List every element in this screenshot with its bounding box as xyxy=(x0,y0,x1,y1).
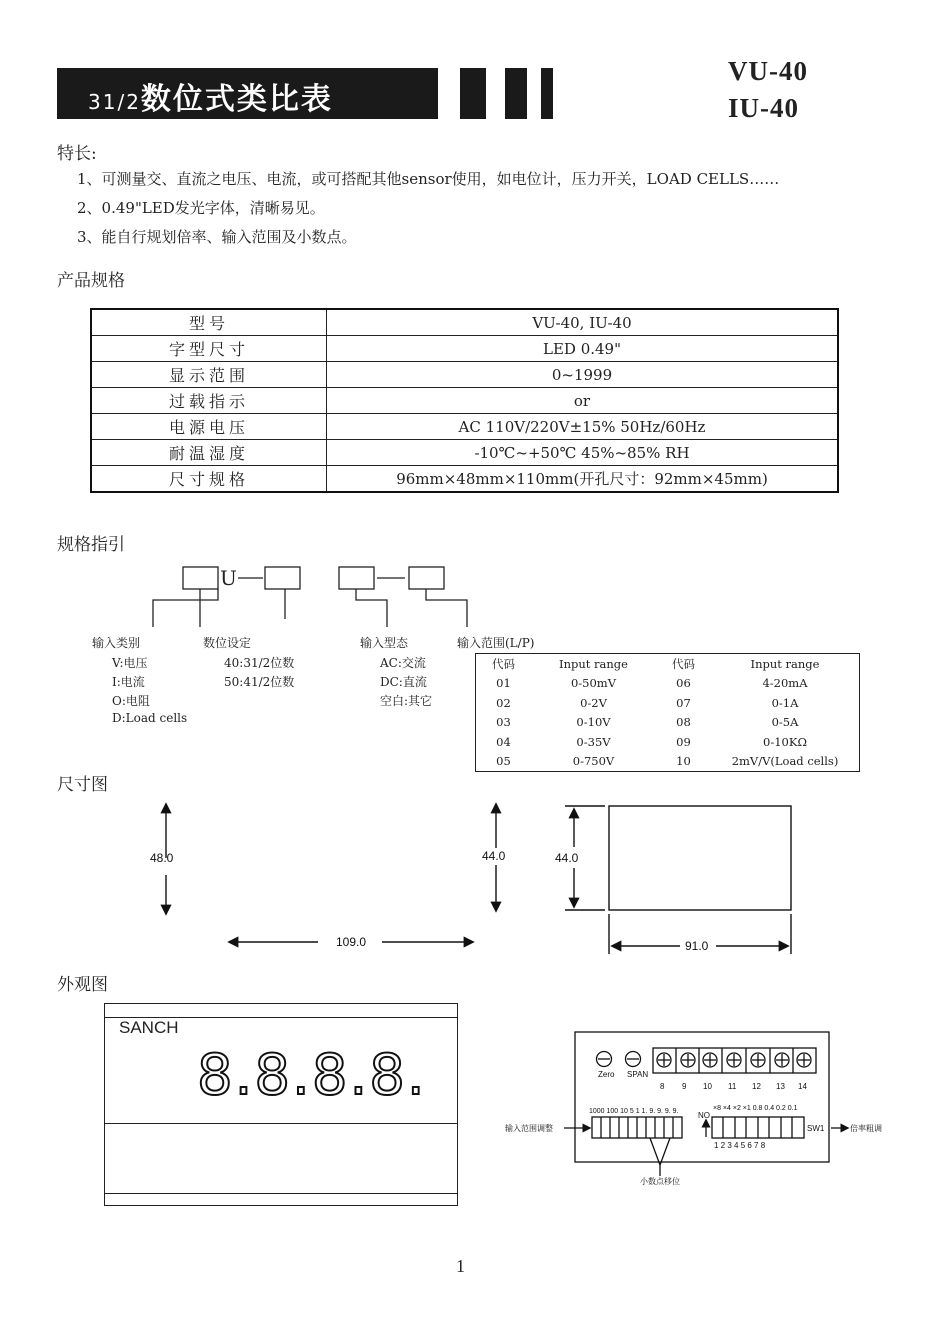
input-range-table xyxy=(475,653,860,772)
model-name-2: IU-40 xyxy=(728,93,799,123)
spec-value: -10℃~+50℃ 45%~85% RH xyxy=(327,440,839,466)
table-row xyxy=(476,752,860,772)
dim-height-rear: 44.0 xyxy=(555,851,579,865)
spec-value: AC 110V/220V±15% 50Hz/60Hz xyxy=(327,414,839,440)
input-form-item: DC:直流 xyxy=(380,675,427,689)
input-type-title: 输入类别 xyxy=(92,636,141,650)
appearance-heading: 外观图 xyxy=(57,975,108,995)
code-letter: U xyxy=(220,566,237,590)
input-form-item: 空白:其它 xyxy=(380,694,433,708)
spec-key: 型号 xyxy=(91,309,327,336)
feature-item: 1、可测量交、直流之电压、电流，或可搭配其他sensor使用，如电位计，压力开关，LOAD CELLS…… xyxy=(77,170,780,188)
span-label: SPAN xyxy=(627,1070,649,1079)
table-cell: 02 xyxy=(496,695,511,710)
table-row xyxy=(476,693,860,713)
zero-label: Zero xyxy=(598,1070,615,1079)
spec-key: 尺寸规格 xyxy=(91,466,327,493)
front-panel-divider xyxy=(104,1193,458,1194)
range-adjust-label: 输入范围调整 xyxy=(505,1124,553,1133)
table-row xyxy=(91,336,838,362)
table-cell: 04 xyxy=(496,734,511,749)
table-cell: 06 xyxy=(676,676,691,691)
input-form-title: 输入型态 xyxy=(360,636,409,650)
table-row xyxy=(91,414,838,440)
table-cell: 0-10KΩ xyxy=(763,734,807,749)
terminal-number: 13 xyxy=(776,1082,785,1091)
table-cell: 0-5A xyxy=(771,715,799,730)
spec-key: 电源电压 xyxy=(91,414,327,440)
table-cell: 0-35V xyxy=(576,734,611,749)
multiplier-label: 倍率粗调 xyxy=(850,1124,882,1133)
terminal-number: 12 xyxy=(752,1082,761,1091)
no-label: NO xyxy=(698,1111,710,1120)
spec-value: 96mm×48mm×110mm(开孔尺寸：92mm×45mm) xyxy=(327,466,839,493)
digits-title: 数位设定 xyxy=(203,636,252,650)
dim-width-rear: 91.0 xyxy=(685,939,709,953)
table-cell: 0-1A xyxy=(771,695,799,710)
table-cell: 10 xyxy=(676,754,691,769)
multiplier-dip-switch xyxy=(712,1117,804,1138)
page-number: 1 xyxy=(456,1256,465,1276)
spec-key: 过载指示 xyxy=(91,388,327,414)
input-type-item: I:电流 xyxy=(112,675,145,689)
dimension-drawing xyxy=(0,790,950,970)
input-type-item: D:Load cells xyxy=(112,711,188,725)
terminal-block xyxy=(653,1048,816,1073)
code-box xyxy=(183,567,218,589)
decor-bar xyxy=(541,68,553,119)
spec-table xyxy=(90,308,839,493)
spec-value: LED 0.49" xyxy=(327,336,839,362)
rear-panel xyxy=(575,1032,829,1162)
column-header: 代码 xyxy=(672,656,695,671)
decor-bar xyxy=(460,68,486,119)
table-row xyxy=(91,362,838,388)
table-cell: 07 xyxy=(676,695,691,710)
column-header: Input range xyxy=(559,656,628,671)
terminal-number: 11 xyxy=(728,1082,737,1091)
decimal-dip-switch xyxy=(592,1117,682,1138)
code-box xyxy=(409,567,444,589)
input-form-item: AC:交流 xyxy=(380,656,426,670)
decimal-shift-label: 小数点移位 xyxy=(640,1177,680,1186)
table-cell: 0-10V xyxy=(576,715,611,730)
table-row xyxy=(91,388,838,414)
features-heading: 特长: xyxy=(57,144,97,164)
spec-value: or xyxy=(327,388,839,414)
sw-numbers: 1 2 3 4 5 6 7 8 xyxy=(714,1141,766,1150)
digits-item: 40:31/2位数 xyxy=(224,656,295,670)
table-header-row xyxy=(476,654,860,674)
model-name-1: VU-40 xyxy=(728,56,808,86)
spec-heading: 产品规格 xyxy=(57,271,125,291)
input-type-item: V:电压 xyxy=(112,656,148,670)
input-range-title: 输入范围(L/P) xyxy=(457,636,535,650)
terminal-number: 8 xyxy=(660,1082,665,1091)
table-cell: 0-50mV xyxy=(570,676,617,691)
brand-label: SANCH xyxy=(119,1018,179,1037)
terminal-number: 10 xyxy=(703,1082,712,1091)
title-prefix: 31/2 xyxy=(88,90,141,114)
feature-item: 2、0.49"LED发光字体，清晰易见。 xyxy=(77,199,325,217)
title-main: 数位式类比表 xyxy=(140,82,333,117)
rear-panel-outline xyxy=(609,806,791,910)
multiplier-scale-labels: ×8 ×4 ×2 ×1 0.8 0.4 0.2 0.1 xyxy=(713,1105,798,1112)
guide-heading: 规格指引 xyxy=(57,535,125,555)
table-row xyxy=(91,466,838,493)
dimensions-heading: 尺寸图 xyxy=(57,775,108,795)
dim-height-front: 48.0 xyxy=(150,851,174,865)
code-box xyxy=(265,567,300,589)
spec-key: 耐温湿度 xyxy=(91,440,327,466)
table-row xyxy=(91,440,838,466)
decor-bar xyxy=(505,68,527,119)
dim-depth: 109.0 xyxy=(336,935,367,949)
spec-key: 显示范围 xyxy=(91,362,327,388)
table-cell: 03 xyxy=(496,715,511,730)
terminal-number: 14 xyxy=(798,1082,807,1091)
terminal-number: 9 xyxy=(682,1082,687,1091)
rear-terminal-diagram xyxy=(500,1030,900,1195)
led-display: 8.8.8.8. xyxy=(197,1043,427,1108)
spec-value: VU-40, IU-40 xyxy=(327,309,839,336)
sw1-label: SW1 xyxy=(807,1124,825,1133)
table-cell: 0-2V xyxy=(580,695,607,710)
digits-item: 50:41/2位数 xyxy=(224,675,295,689)
column-header: Input range xyxy=(750,656,820,671)
table-cell: 05 xyxy=(496,754,511,769)
table-cell: 09 xyxy=(676,734,691,749)
table-row xyxy=(476,713,860,733)
code-box xyxy=(339,567,374,589)
dim-height-side: 44.0 xyxy=(482,849,506,863)
spec-key: 字型尺寸 xyxy=(91,336,327,362)
feature-item: 3、能自行规划倍率、输入范围及小数点。 xyxy=(77,228,357,246)
table-cell: 0-750V xyxy=(572,754,615,769)
table-row xyxy=(91,309,838,336)
table-cell: 2mV/V(Load cells) xyxy=(731,754,839,769)
spec-value: 0~1999 xyxy=(327,362,839,388)
column-header: 代码 xyxy=(492,656,515,671)
table-cell: 01 xyxy=(496,676,511,691)
table-cell: 4-20mA xyxy=(762,676,808,691)
page-title xyxy=(88,74,333,118)
input-type-item: O:电阻 xyxy=(112,694,150,708)
table-row xyxy=(476,732,860,752)
decimal-scale-labels: 1000 100 10 5 1 1. 9. 9. 9. 9. xyxy=(589,1108,679,1115)
table-row xyxy=(476,674,860,694)
table-cell: 08 xyxy=(676,715,691,730)
front-panel-divider xyxy=(104,1123,458,1124)
